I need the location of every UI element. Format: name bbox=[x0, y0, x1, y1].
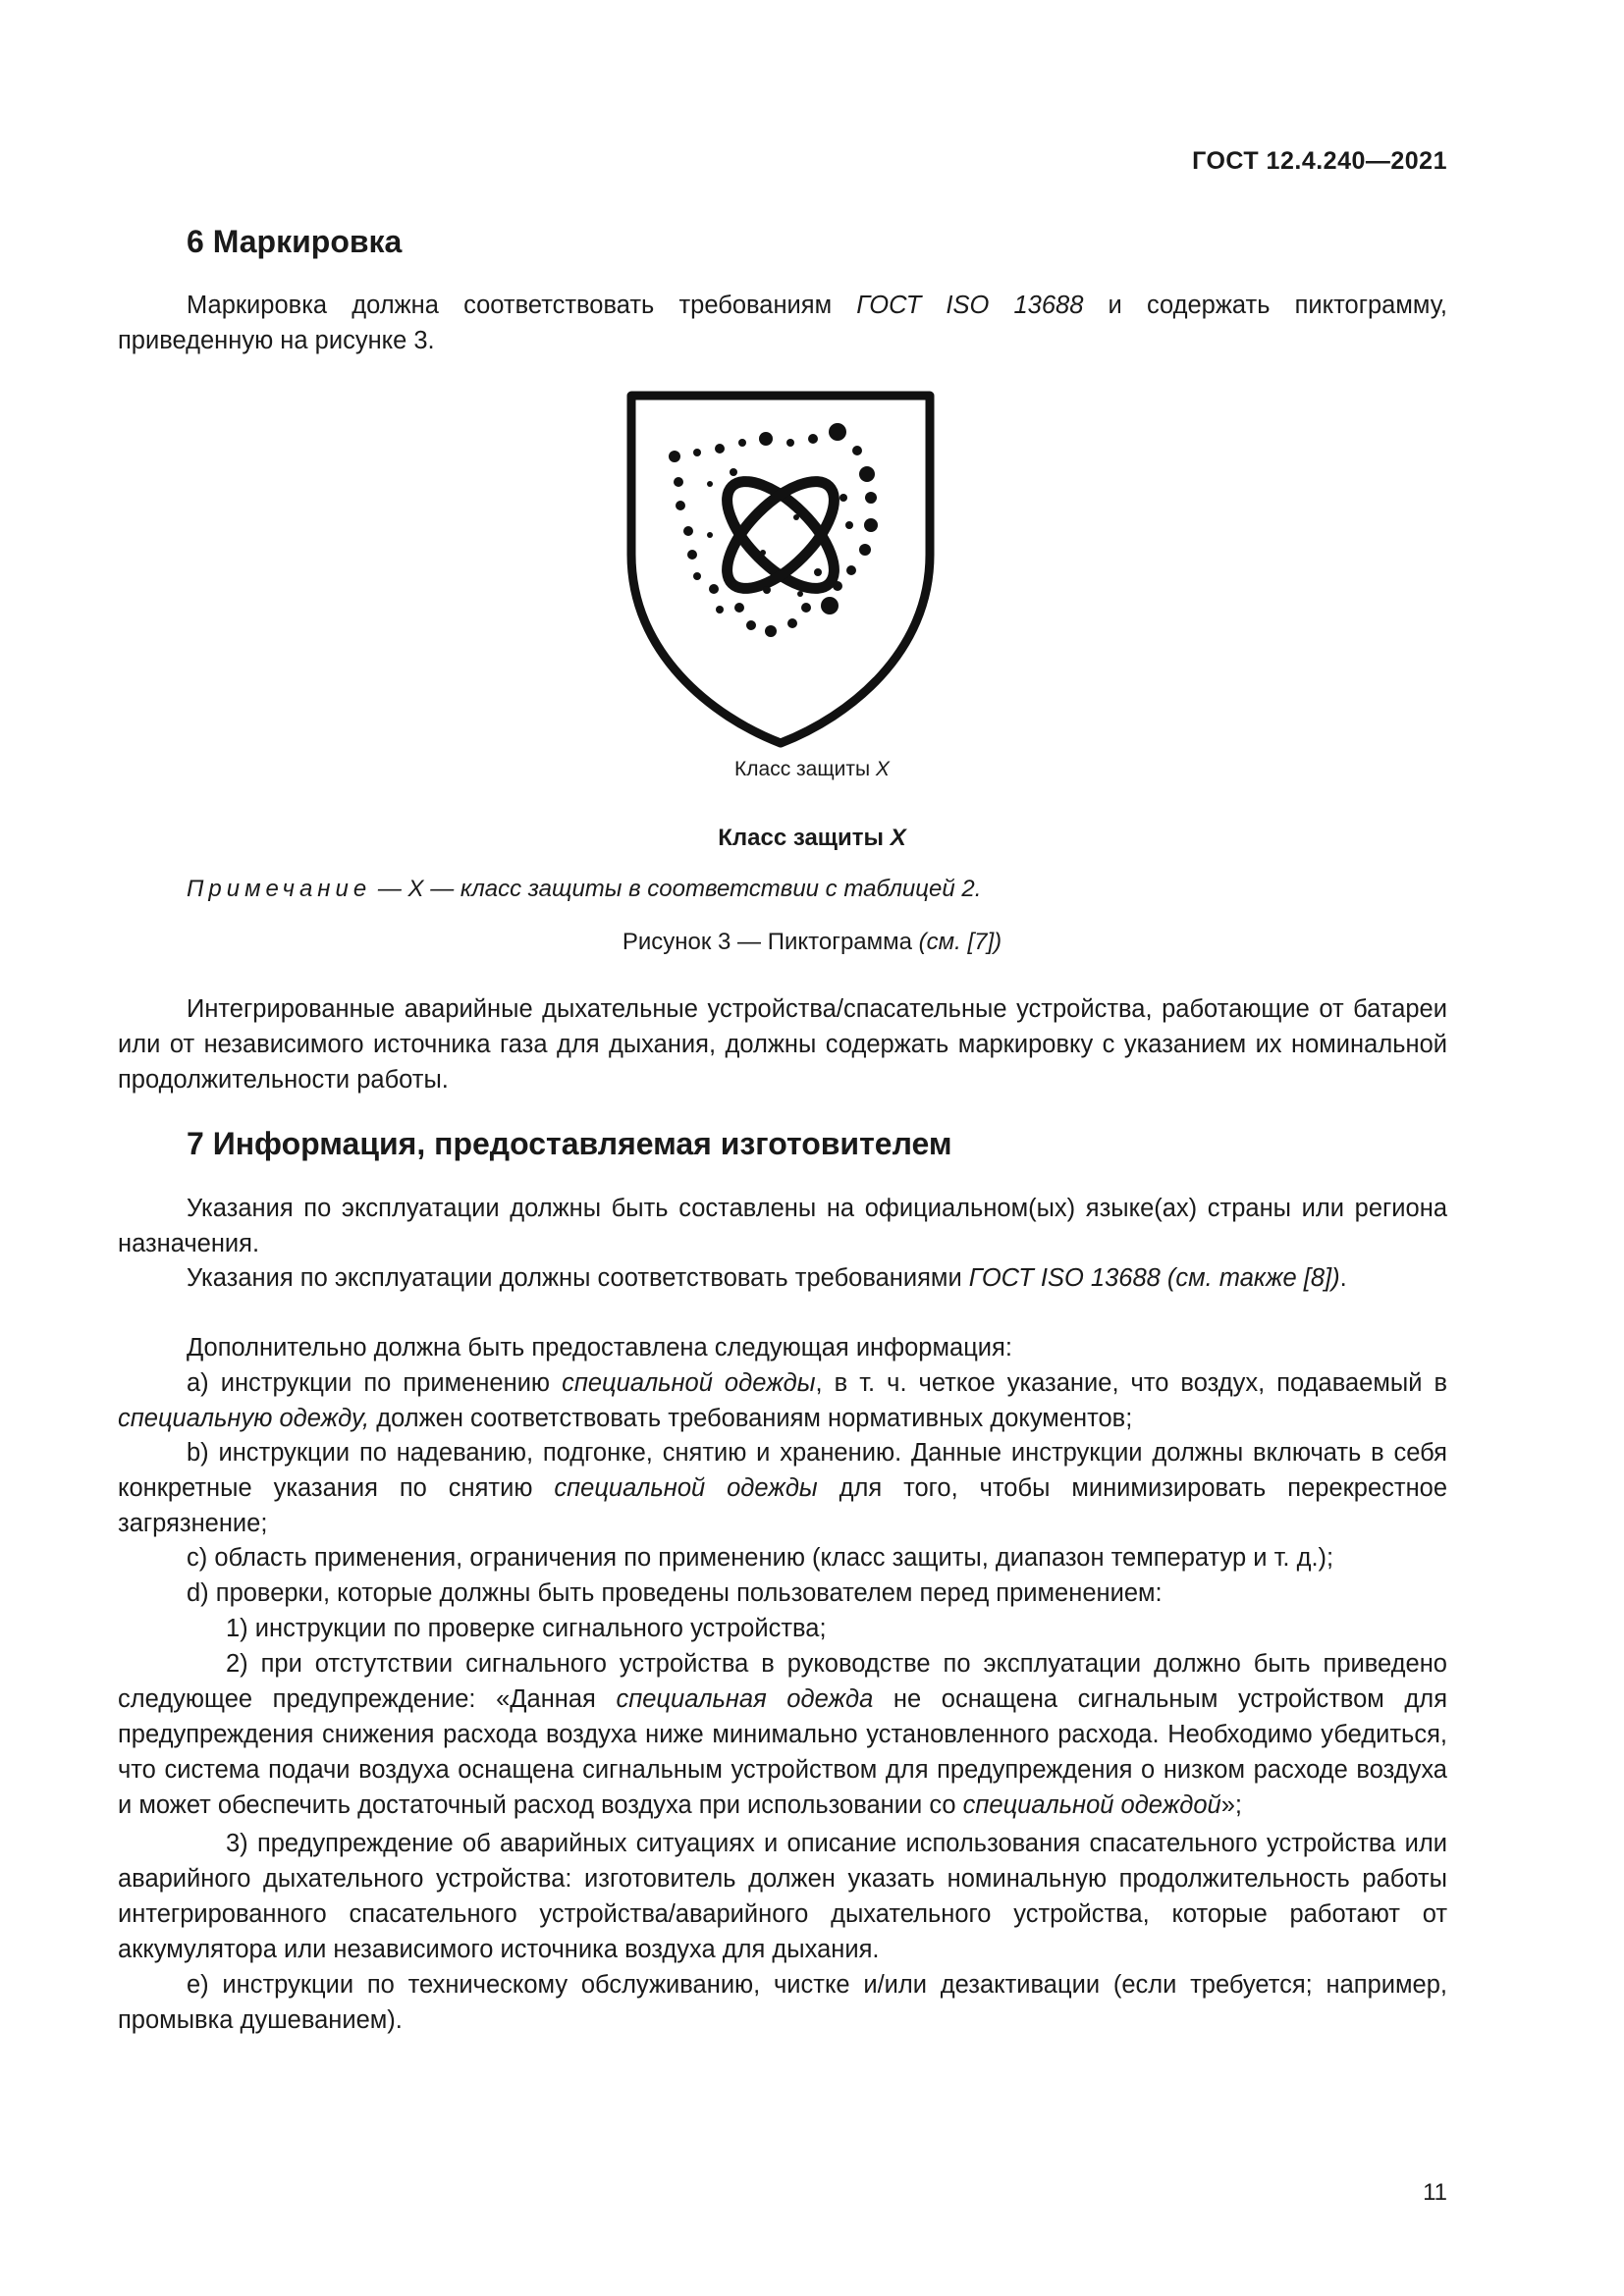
section-7-paragraph-2: Указания по эксплуатации должны соответствовать требованиями ГОСТ ISO 13688 (см. также [8]). bbox=[187, 1264, 1347, 1292]
list-item-d: d) проверки, которые должны быть проведены пользователем перед применением: bbox=[187, 1579, 1163, 1607]
section-7-paragraph-3: Дополнительно должна быть предоставлена следующая информация: bbox=[187, 1334, 1012, 1362]
section-6-heading: 6 Маркировка bbox=[187, 224, 403, 259]
list-item-d2: 2) при отстутствии сигнального устройства в руководстве по эксплуатации должно быть приведено следующее предупреждение: «Данная специальная одежда не оснащена сигнальным устройством для предупреждения снижения расхода воздуха ниже минимально установленного расхода. Необходимо убедиться, что система подачи воздуха оснащена сигнальным устройством для предупреждения о низком расходе воздуха и может обеспечить достаточный расход воздуха при использовании со специальной одеждой»; bbox=[118, 1650, 1447, 1819]
figure-inner-label: Класс защиты X bbox=[734, 758, 890, 780]
section-6-paragraph-2: Интегрированные аварийные дыхательные устройства/спасательные устройства, работающие от батареи или от независимого источника газа для дыхания, должны содержать маркировку с указанием их номинальной продолжительности работы. bbox=[118, 995, 1447, 1094]
protection-class-pictogram bbox=[623, 388, 938, 751]
figure-note: Примечание — X — класс защиты в соответствии с таблицей 2. bbox=[187, 876, 982, 902]
list-item-c: c) область применения, ограничения по применению (класс защиты, диапазон температур и т. д.); bbox=[187, 1544, 1334, 1572]
document-code: ГОСТ 12.4.240—2021 bbox=[1192, 147, 1447, 175]
section-7-heading: 7 Информация, предоставляемая изготовителем bbox=[187, 1126, 952, 1161]
list-item-d1: 1) инструкции по проверке сигнального устройства; bbox=[226, 1615, 827, 1642]
list-item-b: b) инструкции по надеванию, подгонке, снятию и хранению. Данные инструкции должны включать в себя конкретные указания по снятию специальной одежды для того, чтобы минимизировать перекрестное загрязнение; bbox=[118, 1439, 1448, 1537]
section-6-paragraph-1: Маркировка должна соответствовать требованиям ГОСТ ISO 13688 и содержать пиктограмму, приведенную на рисунке 3. bbox=[118, 292, 1447, 354]
section-7-paragraph-1: Указания по эксплуатации должны быть составлены на официальном(ых) языке(ах) страны или региона назначения. bbox=[118, 1195, 1447, 1257]
figure-title: Класс защиты X bbox=[718, 825, 906, 851]
page-number: 11 bbox=[1423, 2179, 1447, 2206]
list-item-a: a) инструкции по применению специальной одежды, в т. ч. четкое указание, что воздух, подаваемый в специальную одежду, должен соответствовать требованиям нормативных документов; bbox=[118, 1369, 1448, 1432]
list-item-e: e) инструкции по техническому обслуживанию, чистке и/или дезактивации (если требуется; например, промывка душеванием). bbox=[118, 1971, 1447, 2034]
list-item-d3: 3) предупреждение об аварийных ситуациях и описание использования спасательного устройства или аварийного дыхательного устройства: изготовитель должен указать номинальную продолжительность работы интегрированного спасательного устройства/аварийного дыхательного устройства, которые работают от аккумулятора или независимого источника воздуха для дыхания. bbox=[118, 1830, 1447, 1963]
figure-caption: Рисунок 3 — Пиктограмма (см. [7]) bbox=[622, 929, 1002, 955]
